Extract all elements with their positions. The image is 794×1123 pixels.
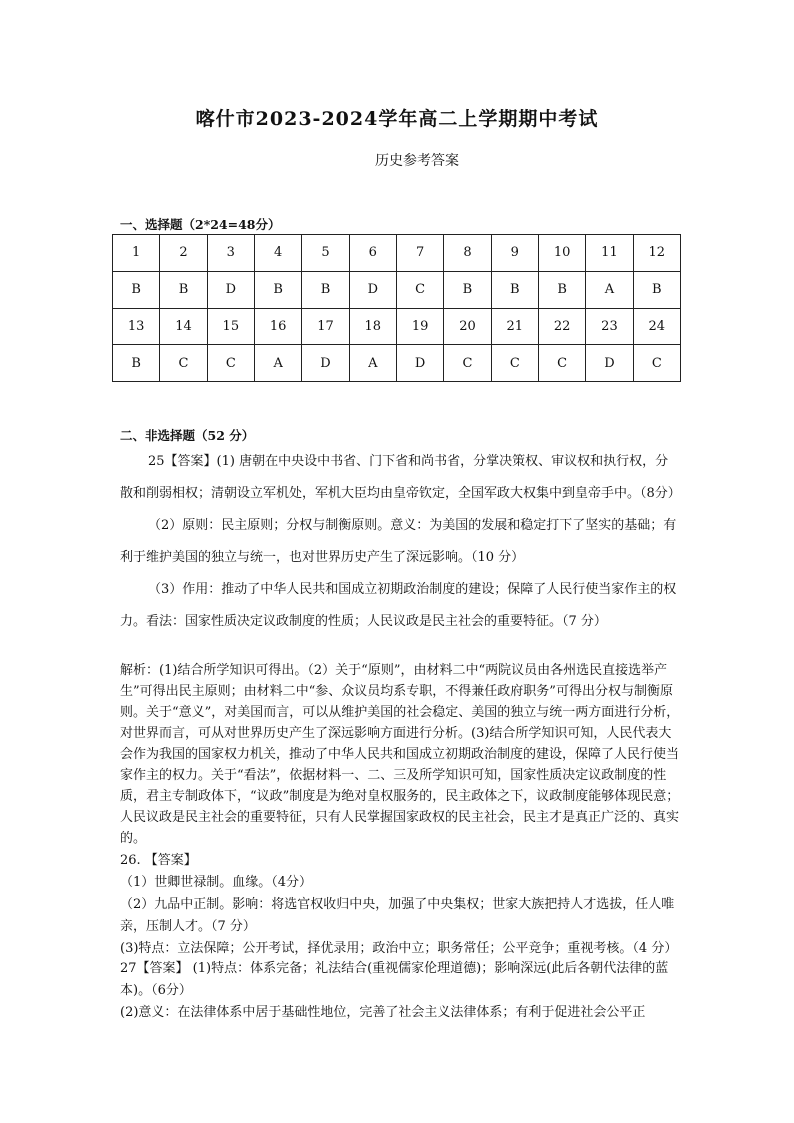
table-cell: 8: [444, 235, 491, 272]
table-cell: 5: [302, 235, 349, 272]
table-cell: C: [633, 345, 680, 382]
table-cell: 1: [113, 235, 160, 272]
table-cell: 4: [254, 235, 301, 272]
table-cell: C: [444, 345, 491, 382]
table-cell: B: [538, 271, 585, 308]
table-cell: C: [160, 345, 207, 382]
table-row: [113, 308, 681, 345]
table-cell: C: [538, 345, 585, 382]
table-cell: B: [491, 271, 538, 308]
table-cell: 13: [113, 308, 160, 345]
table-cell: 16: [254, 308, 301, 345]
q27-part1: 27【答案】 (1)特点：体系完备；礼法结合(重视儒家伦理道德)；影响深远(此后各朝代法律的蓝本)。（6分）: [120, 961, 669, 998]
table-cell: 12: [633, 235, 680, 272]
table-cell: D: [302, 345, 349, 382]
table-cell: 9: [491, 235, 538, 272]
q26-part2: （2）九品中正制。影响：将选官权收归中央，加强了中央集权；世家大族把持人才选拔，任人唯亲，压制人才。（7 分）: [120, 897, 675, 934]
table-cell: 11: [586, 235, 633, 272]
table-cell: 24: [633, 308, 680, 345]
table-cell: 23: [586, 308, 633, 345]
table-cell: C: [207, 345, 254, 382]
table-cell: D: [349, 271, 396, 308]
page-title: 喀什市2023-2024学年高二上学期期中考试: [195, 108, 599, 130]
table-cell: 22: [538, 308, 585, 345]
q26-part1: （1）世卿世禄制。血缘。（4分）: [120, 875, 313, 890]
q25-analysis: 解析：(1)结合所学知识可得出。（2）关于“原则”，由材料二中“两院议员由各州选民直接选举产生”可得出民主原则；由材料二中“参、众议员均系专职，不得兼任政府职务”可得出分权与制衡原则。关于“意义”，对美国而言，可以从维护美国的社会稳定、美国的独立与统一两方面进行分析，对世界而言，可从对世界历史产生了深远影响方面进行分析。(3)结合所学知识可知，人民代表大会作为我国的国家权力机关，推动了中华人民共和国成立初期政治制度的建设，保障了人民行使当家作主的权力。关于“看法”，依据材料一、二、三及所学知识可知，国家性质决定议政制度的性质，君主专制政体下，“议政”制度是为绝对皇权服务的，民主政体之下，议政制度能够体现民意；人民议政是民主社会的重要特征，只有人民掌握国家政权的民主社会，民主才是真正广泛的、真实的。: [120, 663, 680, 846]
section-heading-choice: 一、选择题（2*24=48分）: [120, 217, 281, 232]
table-cell: B: [160, 271, 207, 308]
q26-part3: (3)特点：立法保障；公开考试，择优录用；政治中立；职务常任；公平竞争；重视考核。（4 分）: [120, 941, 678, 956]
q25-answer-block: [120, 446, 680, 638]
table-cell: 15: [207, 308, 254, 345]
q25-analysis-block: [120, 660, 680, 849]
q26-heading: 26. 【答案】: [120, 853, 197, 868]
q25-part2: （2）原则：民主原则；分权与制衡原则。意义：为美国的发展和稳定打下了坚实的基础；有利于维护美国的独立与统一，也对世界历史产生了深远影响。（10 分）: [120, 518, 677, 565]
table-cell: B: [302, 271, 349, 308]
q25-part1: 25【答案】(1) 唐朝在中央设中书省、门下省和尚书省，分掌决策权、审议权和执行权，分散和削弱相权；清朝设立军机处，军机大臣均由皇帝钦定，全国军政大权集中到皇帝手中。（8分）: [120, 454, 681, 501]
table-cell: 14: [160, 308, 207, 345]
table-cell: B: [113, 345, 160, 382]
table-cell: 18: [349, 308, 396, 345]
table-row: [113, 235, 681, 272]
answer-table: [112, 234, 681, 382]
table-cell: D: [396, 345, 443, 382]
table-cell: 7: [396, 235, 443, 272]
table-cell: B: [633, 271, 680, 308]
table-cell: B: [113, 271, 160, 308]
table-cell: D: [207, 271, 254, 308]
table-cell: 20: [444, 308, 491, 345]
q26-answer-block: [120, 850, 680, 960]
table-cell: 2: [160, 235, 207, 272]
q27-answer-block: [120, 958, 680, 1024]
table-cell: A: [586, 271, 633, 308]
table-cell: B: [444, 271, 491, 308]
table-cell: 10: [538, 235, 585, 272]
table-row: [113, 271, 681, 308]
table-cell: C: [491, 345, 538, 382]
table-cell: D: [586, 345, 633, 382]
table-cell: C: [396, 271, 443, 308]
table-cell: A: [254, 345, 301, 382]
table-cell: 6: [349, 235, 396, 272]
table-cell: 3: [207, 235, 254, 272]
table-cell: 19: [396, 308, 443, 345]
table-cell: B: [254, 271, 301, 308]
q25-part3: （3）作用：推动了中华人民共和国成立初期政治制度的建设；保障了人民行使当家作主的权力。看法：国家性质决定议政制度的性质；人民议政是民主社会的重要特征。（7 分）: [120, 582, 677, 629]
table-row: [113, 345, 681, 382]
table-cell: 21: [491, 308, 538, 345]
page-subtitle: 历史参考答案: [375, 153, 459, 169]
section-heading-nonchoice: 二、非选择题（52 分）: [120, 428, 255, 443]
table-cell: 17: [302, 308, 349, 345]
q27-part2: (2)意义：在法律体系中居于基础性地位，完善了社会主义法律体系；有利于促进社会公平正: [120, 1005, 646, 1020]
table-cell: A: [349, 345, 396, 382]
